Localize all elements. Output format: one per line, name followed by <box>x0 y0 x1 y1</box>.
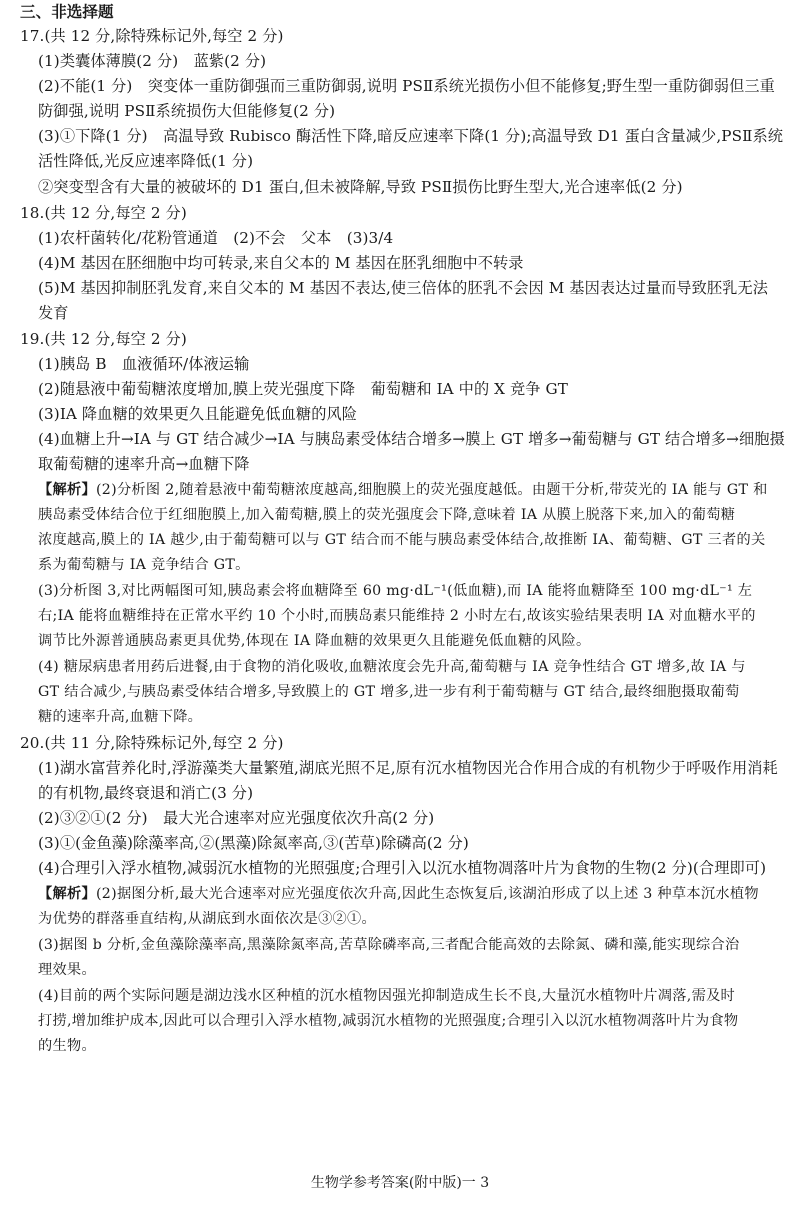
q17-answer-3-line-1: (3)①下降(1 分) 高温导致 Rubisco 酶活性下降,暗反应速率下降(1 分);高温导致 D1 蛋白含量减少,PSⅡ系统 <box>38 127 784 145</box>
page-footer: 生物学参考答案(附中版)一 3 <box>310 1175 490 1191</box>
q19-explanation-2-line-3: 浓度越高,膜上的 IA 越少,由于葡萄糖可以与 GT 结合而不能与胰岛素受体结合,故推断 IA、葡萄糖、GT 三者的关 <box>38 532 766 548</box>
q20-explanation-4-line-1: (4)目前的两个实际问题是湖边浅水区种植的沉水植物因强光抑制造成生长不良,大量沉水植物叶片凋落,需及时 <box>38 988 736 1004</box>
q20-answer-1-line-1: (1)湖水富营养化时,浮游藻类大量繁殖,湖底光照不足,原有沉水植物因光合作用合成的有机物少于呼吸作用消耗 <box>38 759 778 777</box>
explanation-text: (2)分析图 2,随着悬液中葡萄糖浓度越高,细胞膜上的荧光强度越低。由题干分析,带荧光的 IA 能与 GT 和 <box>95 482 768 498</box>
q19-explanation-4-line-3: 糖的速率升高,血糖下降。 <box>38 709 203 725</box>
q19-explanation-3-line-3: 调节比外源普通胰岛素更具优势,体现在 IA 降血糖的效果更久且能避免低血糖的风险。 <box>38 633 591 649</box>
q19-explanation-2-line-1 <box>38 479 768 501</box>
explanation-text: (2)据图分析,最大光合速率对应光强度依次升高,因此生态恢复后,该湖泊形成了以上述 3 种草本沉水植物 <box>95 886 759 902</box>
q20-explanation-2-line-2: 为优势的群落垂直结构,从湖底到水面依次是③②①。 <box>38 911 377 927</box>
q19-answer-1: (1)胰岛 B 血液循环/体液运输 <box>38 355 250 373</box>
q20-explanation-4-line-3: 的生物。 <box>38 1038 96 1054</box>
q20-header: 20.(共 11 分,除特殊标记外,每空 2 分) <box>20 734 284 752</box>
q18-answer-5-line-2: 发育 <box>38 304 69 322</box>
q17-header: 17.(共 12 分,除特殊标记外,每空 2 分) <box>20 27 284 45</box>
q20-explanation-4-line-2: 打捞,增加维护成本,因此可以合理引入浮水植物,减弱沉水植物的光照强度;合理引入以沉水植物凋落叶片为食物 <box>38 1013 739 1029</box>
explanation-tag: 【解析】 <box>38 482 96 498</box>
q18-answer-1: (1)农杆菌转化/花粉管通道 (2)不会 父本 (3)3/4 <box>38 229 394 247</box>
q17-answer-2-line-2: 防御强,说明 PSⅡ系统损伤大但能修复(2 分) <box>38 102 336 120</box>
q17-answer-3-line-3: ②突变型含有大量的被破坏的 D1 蛋白,但未被降解,导致 PSⅡ损伤比野生型大,光合速率低(2 分) <box>38 178 683 196</box>
q20-explanation-3-line-1: (3)据图 b 分析,金鱼藻除藻率高,黑藻除氮率高,苦草除磷率高,三者配合能高效的去除氮、磷和藻,能实现综合治 <box>38 937 740 953</box>
q19-explanation-2-line-4: 系为葡萄糖与 IA 竞争结合 GT。 <box>38 557 250 573</box>
q20-answer-4: (4)合理引入浮水植物,减弱沉水植物的光照强度;合理引入以沉水植物凋落叶片为食物的生物(2 分)(合理即可) <box>38 859 767 877</box>
q19-explanation-3-line-1: (3)分析图 3,对比两幅图可知,胰岛素会将血糖降至 60 mg·dL⁻¹(低血糖),而 IA 能将血糖降至 100 mg·dL⁻¹ 左 <box>38 583 753 599</box>
explanation-tag: 【解析】 <box>38 886 96 902</box>
q17-answer-1: (1)类囊体薄膜(2 分) 蓝紫(2 分) <box>38 52 267 70</box>
q20-explanation-2-line-1 <box>38 883 759 905</box>
q19-explanation-4-line-1: (4) 糖尿病患者用药后进餐,由于食物的消化吸收,血糖浓度会先升高,葡萄糖与 IA 竞争性结合 GT 增多,故 IA 与 <box>38 659 746 675</box>
q20-answer-1-line-2: 的有机物,最终衰退和消亡(3 分) <box>38 784 254 802</box>
q19-answer-4-line-1: (4)血糖上升→IA 与 GT 结合减少→IA 与胰岛素受体结合增多→膜上 GT 增多→葡萄糖与 GT 结合增多→细胞摄 <box>38 430 785 448</box>
q20-answer-2: (2)③②①(2 分) 最大光合速率对应光强度依次升高(2 分) <box>38 809 435 827</box>
q18-answer-5-line-1: (5)M 基因抑制胚乳发育,来自父本的 M 基因不表达,使三倍体的胚乳不会因 M 基因表达过量而导致胚乳无法 <box>38 279 769 297</box>
q18-header: 18.(共 12 分,每空 2 分) <box>20 204 187 222</box>
q19-explanation-4-line-2: GT 结合减少,与胰岛素受体结合增多,导致膜上的 GT 增多,进一步有利于葡萄糖与 GT 结合,最终细胞摄取葡萄 <box>38 684 740 700</box>
q18-answer-4: (4)M 基因在胚细胞中均可转录,来自父本的 M 基因在胚乳细胞中不转录 <box>38 254 524 272</box>
q20-answer-3: (3)①(金鱼藻)除藻率高,②(黑藻)除氮率高,③(苦草)除磷高(2 分) <box>38 834 469 852</box>
q19-answer-3: (3)IA 降血糖的效果更久且能避免低血糖的风险 <box>38 405 358 423</box>
q19-header: 19.(共 12 分,每空 2 分) <box>20 330 187 348</box>
q20-explanation-3-line-2: 理效果。 <box>38 962 96 978</box>
q19-answer-4-line-2: 取葡萄糖的速率升高→血糖下降 <box>38 455 250 473</box>
q19-explanation-3-line-2: 右;IA 能将血糖维持在正常水平约 10 个小时,而胰岛素只能维持 2 小时左右,故该实验结果表明 IA 对血糖水平的 <box>38 608 756 624</box>
q17-answer-3-line-2: 活性降低,光反应速率降低(1 分) <box>38 152 254 170</box>
q19-explanation-2-line-2: 胰岛素受体结合位于红细胞膜上,加入葡萄糖,膜上的荧光强度会下降,意味着 IA 从膜上脱落下来,加入的葡萄糖 <box>38 507 736 523</box>
q19-answer-2: (2)随悬液中葡萄糖浓度增加,膜上荧光强度下降 葡萄糖和 IA 中的 X 竞争 GT <box>38 380 568 398</box>
section-title: 三、非选择题 <box>20 2 114 21</box>
q17-answer-2-line-1: (2)不能(1 分) 突变体一重防御强而三重防御弱,说明 PSⅡ系统光损伤小但不能修复;野生型一重防御弱但三重 <box>38 77 775 95</box>
